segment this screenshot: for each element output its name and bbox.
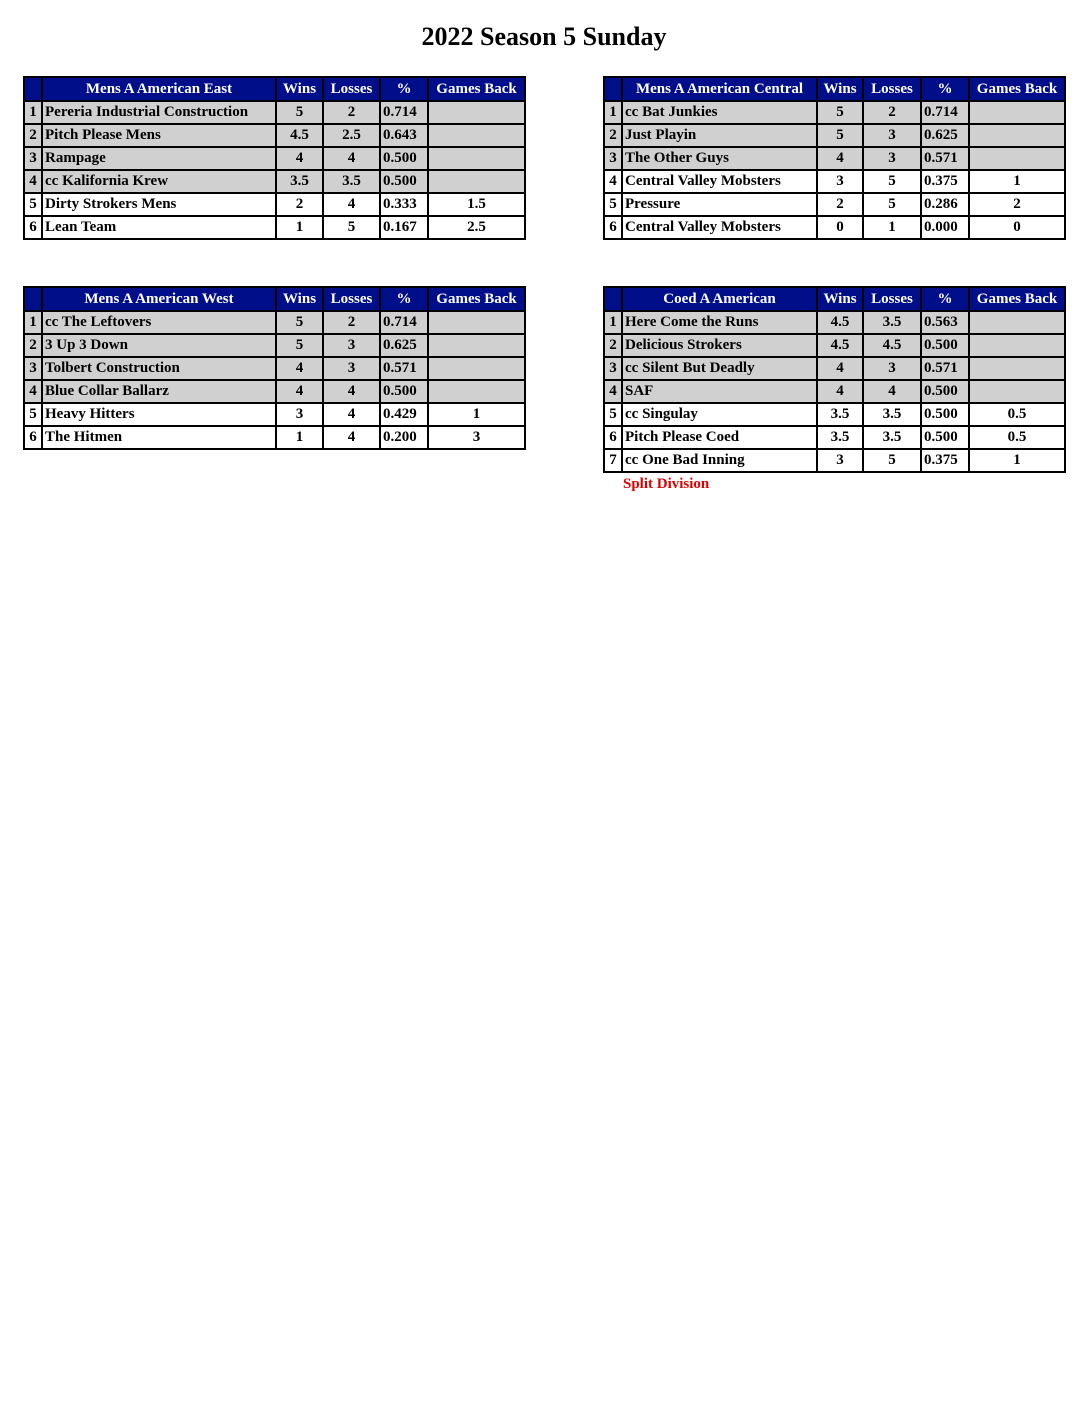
wins-cell: 4 — [276, 147, 323, 170]
team-name-cell: Central Valley Mobsters — [622, 170, 817, 193]
division-header: Mens A American West — [42, 287, 276, 311]
wins-cell: 5 — [276, 311, 323, 334]
pct-header: % — [921, 77, 969, 101]
pct-cell: 0.500 — [921, 426, 969, 449]
losses-cell: 4.5 — [863, 334, 921, 357]
table-row — [24, 101, 525, 124]
losses-cell: 2 — [323, 101, 380, 124]
rank-header — [604, 77, 622, 101]
games-back-header: Games Back — [969, 287, 1065, 311]
pct-cell: 0.375 — [921, 170, 969, 193]
pct-cell: 0.500 — [380, 170, 428, 193]
table-row — [604, 124, 1065, 147]
team-name-cell: Rampage — [42, 147, 276, 170]
table-row — [24, 426, 525, 449]
games-back-cell: 2.5 — [428, 216, 525, 239]
games-back-cell — [969, 101, 1065, 124]
losses-cell: 3 — [863, 357, 921, 380]
team-name-cell: cc Silent But Deadly — [622, 357, 817, 380]
rank-cell: 1 — [24, 311, 42, 334]
team-name-cell: Pressure — [622, 193, 817, 216]
rank-cell: 4 — [24, 380, 42, 403]
standings-table-east — [23, 76, 526, 240]
team-name-cell: 3 Up 3 Down — [42, 334, 276, 357]
games-back-header: Games Back — [428, 77, 525, 101]
wins-cell: 3.5 — [276, 170, 323, 193]
losses-cell: 2 — [863, 101, 921, 124]
team-name-cell: cc One Bad Inning — [622, 449, 817, 472]
pct-cell: 0.571 — [380, 357, 428, 380]
rank-cell: 1 — [604, 101, 622, 124]
split-division-note: Split Division — [623, 476, 710, 492]
table-row — [24, 147, 525, 170]
wins-cell: 4 — [817, 357, 863, 380]
losses-header: Losses — [323, 287, 380, 311]
games-back-cell — [969, 334, 1065, 357]
table-row — [24, 193, 525, 216]
pct-cell: 0.625 — [380, 334, 428, 357]
losses-cell: 5 — [863, 449, 921, 472]
wins-cell: 3 — [817, 170, 863, 193]
wins-header: Wins — [276, 77, 323, 101]
wins-cell: 5 — [276, 101, 323, 124]
wins-cell: 3 — [817, 449, 863, 472]
losses-header: Losses — [863, 77, 921, 101]
games-back-cell: 1 — [428, 403, 525, 426]
table-row — [604, 311, 1065, 334]
pct-cell: 0.714 — [921, 101, 969, 124]
games-back-cell: 2 — [969, 193, 1065, 216]
games-back-cell — [428, 170, 525, 193]
wins-cell: 4 — [817, 147, 863, 170]
team-name-cell: Heavy Hitters — [42, 403, 276, 426]
rank-cell: 5 — [24, 403, 42, 426]
rank-cell: 3 — [24, 357, 42, 380]
team-name-cell: Tolbert Construction — [42, 357, 276, 380]
games-back-cell — [969, 311, 1065, 334]
games-back-cell — [428, 101, 525, 124]
games-back-cell — [428, 380, 525, 403]
losses-cell: 2.5 — [323, 124, 380, 147]
wins-cell: 4.5 — [817, 334, 863, 357]
table-row — [24, 311, 525, 334]
wins-cell: 5 — [817, 101, 863, 124]
losses-cell: 3.5 — [863, 311, 921, 334]
pct-cell: 0.286 — [921, 193, 969, 216]
table-row — [604, 357, 1065, 380]
rank-cell: 1 — [604, 311, 622, 334]
pct-cell: 0.500 — [921, 334, 969, 357]
team-name-cell: Lean Team — [42, 216, 276, 239]
pct-cell: 0.000 — [921, 216, 969, 239]
games-back-cell: 0.5 — [969, 403, 1065, 426]
rank-header — [24, 287, 42, 311]
table-row — [24, 357, 525, 380]
table-row — [604, 334, 1065, 357]
pct-cell: 0.625 — [921, 124, 969, 147]
wins-cell: 2 — [817, 193, 863, 216]
table-row — [24, 403, 525, 426]
games-back-cell: 0.5 — [969, 426, 1065, 449]
losses-cell: 5 — [863, 170, 921, 193]
losses-cell: 3 — [323, 357, 380, 380]
table-row — [604, 449, 1065, 472]
losses-cell: 4 — [323, 426, 380, 449]
losses-cell: 4 — [323, 403, 380, 426]
wins-header: Wins — [817, 77, 863, 101]
losses-cell: 1 — [863, 216, 921, 239]
wins-cell: 3.5 — [817, 426, 863, 449]
table-row — [604, 170, 1065, 193]
games-back-cell — [969, 124, 1065, 147]
pct-cell: 0.333 — [380, 193, 428, 216]
team-name-cell: Blue Collar Ballarz — [42, 380, 276, 403]
rank-header — [604, 287, 622, 311]
rank-cell: 5 — [604, 403, 622, 426]
pct-header: % — [380, 287, 428, 311]
wins-cell: 4 — [276, 357, 323, 380]
pct-cell: 0.571 — [921, 357, 969, 380]
games-back-cell — [428, 147, 525, 170]
rank-cell: 2 — [604, 334, 622, 357]
pct-cell: 0.714 — [380, 311, 428, 334]
table-row — [604, 193, 1065, 216]
pct-cell: 0.375 — [921, 449, 969, 472]
table-row — [604, 426, 1065, 449]
rank-cell: 4 — [24, 170, 42, 193]
team-name-cell: Here Come the Runs — [622, 311, 817, 334]
team-name-cell: cc Kalifornia Krew — [42, 170, 276, 193]
games-back-header: Games Back — [428, 287, 525, 311]
games-back-cell — [428, 334, 525, 357]
games-back-header: Games Back — [969, 77, 1065, 101]
losses-cell: 3 — [323, 334, 380, 357]
team-name-cell: The Other Guys — [622, 147, 817, 170]
pct-cell: 0.714 — [380, 101, 428, 124]
games-back-cell: 1 — [969, 449, 1065, 472]
wins-cell: 3 — [276, 403, 323, 426]
pct-cell: 0.500 — [380, 380, 428, 403]
rank-cell: 7 — [604, 449, 622, 472]
wins-cell: 5 — [276, 334, 323, 357]
losses-cell: 3 — [863, 124, 921, 147]
games-back-cell — [428, 311, 525, 334]
table-row — [604, 380, 1065, 403]
table-row — [604, 147, 1065, 170]
pct-cell: 0.500 — [921, 380, 969, 403]
pct-cell: 0.500 — [921, 403, 969, 426]
standings-table-west — [23, 286, 526, 450]
rank-cell: 3 — [604, 357, 622, 380]
table-row — [604, 101, 1065, 124]
losses-cell: 3.5 — [323, 170, 380, 193]
team-name-cell: cc The Leftovers — [42, 311, 276, 334]
games-back-cell — [428, 124, 525, 147]
division-header: Mens A American East — [42, 77, 276, 101]
wins-cell: 0 — [817, 216, 863, 239]
losses-cell: 4 — [323, 193, 380, 216]
team-name-cell: Central Valley Mobsters — [622, 216, 817, 239]
losses-cell: 4 — [323, 380, 380, 403]
games-back-cell: 1 — [969, 170, 1065, 193]
wins-cell: 1 — [276, 216, 323, 239]
pct-cell: 0.429 — [380, 403, 428, 426]
games-back-cell — [969, 147, 1065, 170]
rank-cell: 3 — [24, 147, 42, 170]
games-back-cell — [969, 380, 1065, 403]
team-name-cell: cc Singulay — [622, 403, 817, 426]
losses-header: Losses — [863, 287, 921, 311]
pct-cell: 0.200 — [380, 426, 428, 449]
table-row — [24, 380, 525, 403]
pct-cell: 0.563 — [921, 311, 969, 334]
team-name-cell: Delicious Strokers — [622, 334, 817, 357]
pct-header: % — [380, 77, 428, 101]
rank-cell: 2 — [604, 124, 622, 147]
losses-cell: 2 — [323, 311, 380, 334]
rank-cell: 2 — [24, 124, 42, 147]
pct-cell: 0.167 — [380, 216, 428, 239]
wins-cell: 4 — [276, 380, 323, 403]
games-back-cell: 1.5 — [428, 193, 525, 216]
losses-cell: 3.5 — [863, 426, 921, 449]
rank-cell: 5 — [24, 193, 42, 216]
games-back-cell: 0 — [969, 216, 1065, 239]
games-back-cell — [428, 357, 525, 380]
wins-cell: 4.5 — [817, 311, 863, 334]
rank-cell: 2 — [24, 334, 42, 357]
rank-cell: 4 — [604, 380, 622, 403]
wins-header: Wins — [817, 287, 863, 311]
page-title: 2022 Season 5 Sunday — [421, 22, 667, 51]
rank-cell: 6 — [24, 426, 42, 449]
losses-cell: 3.5 — [863, 403, 921, 426]
team-name-cell: Pitch Please Coed — [622, 426, 817, 449]
wins-cell: 3.5 — [817, 403, 863, 426]
wins-cell: 2 — [276, 193, 323, 216]
losses-cell: 3 — [863, 147, 921, 170]
table-row — [24, 170, 525, 193]
rank-header — [24, 77, 42, 101]
team-name-cell: cc Bat Junkies — [622, 101, 817, 124]
rank-cell: 6 — [604, 216, 622, 239]
pct-header: % — [921, 287, 969, 311]
losses-cell: 4 — [323, 147, 380, 170]
table-row — [24, 334, 525, 357]
division-header: Mens A American Central — [622, 77, 817, 101]
losses-header: Losses — [323, 77, 380, 101]
rank-cell: 1 — [24, 101, 42, 124]
rank-cell: 3 — [604, 147, 622, 170]
standings-table-coed — [603, 286, 1066, 473]
table-row — [604, 403, 1065, 426]
standings-table-central — [603, 76, 1066, 240]
team-name-cell: SAF — [622, 380, 817, 403]
rank-cell: 5 — [604, 193, 622, 216]
games-back-cell: 3 — [428, 426, 525, 449]
losses-cell: 4 — [863, 380, 921, 403]
team-name-cell: The Hitmen — [42, 426, 276, 449]
rank-cell: 4 — [604, 170, 622, 193]
pct-cell: 0.643 — [380, 124, 428, 147]
wins-cell: 4.5 — [276, 124, 323, 147]
wins-header: Wins — [276, 287, 323, 311]
table-row — [604, 216, 1065, 239]
team-name-cell: Pitch Please Mens — [42, 124, 276, 147]
table-row — [24, 216, 525, 239]
wins-cell: 4 — [817, 380, 863, 403]
division-header: Coed A American — [622, 287, 817, 311]
games-back-cell — [969, 357, 1065, 380]
table-row — [24, 124, 525, 147]
losses-cell: 5 — [863, 193, 921, 216]
losses-cell: 5 — [323, 216, 380, 239]
pct-cell: 0.571 — [921, 147, 969, 170]
wins-cell: 5 — [817, 124, 863, 147]
team-name-cell: Just Playin — [622, 124, 817, 147]
rank-cell: 6 — [604, 426, 622, 449]
team-name-cell: Dirty Strokers Mens — [42, 193, 276, 216]
rank-cell: 6 — [24, 216, 42, 239]
pct-cell: 0.500 — [380, 147, 428, 170]
wins-cell: 1 — [276, 426, 323, 449]
team-name-cell: Pereria Industrial Construction — [42, 101, 276, 124]
